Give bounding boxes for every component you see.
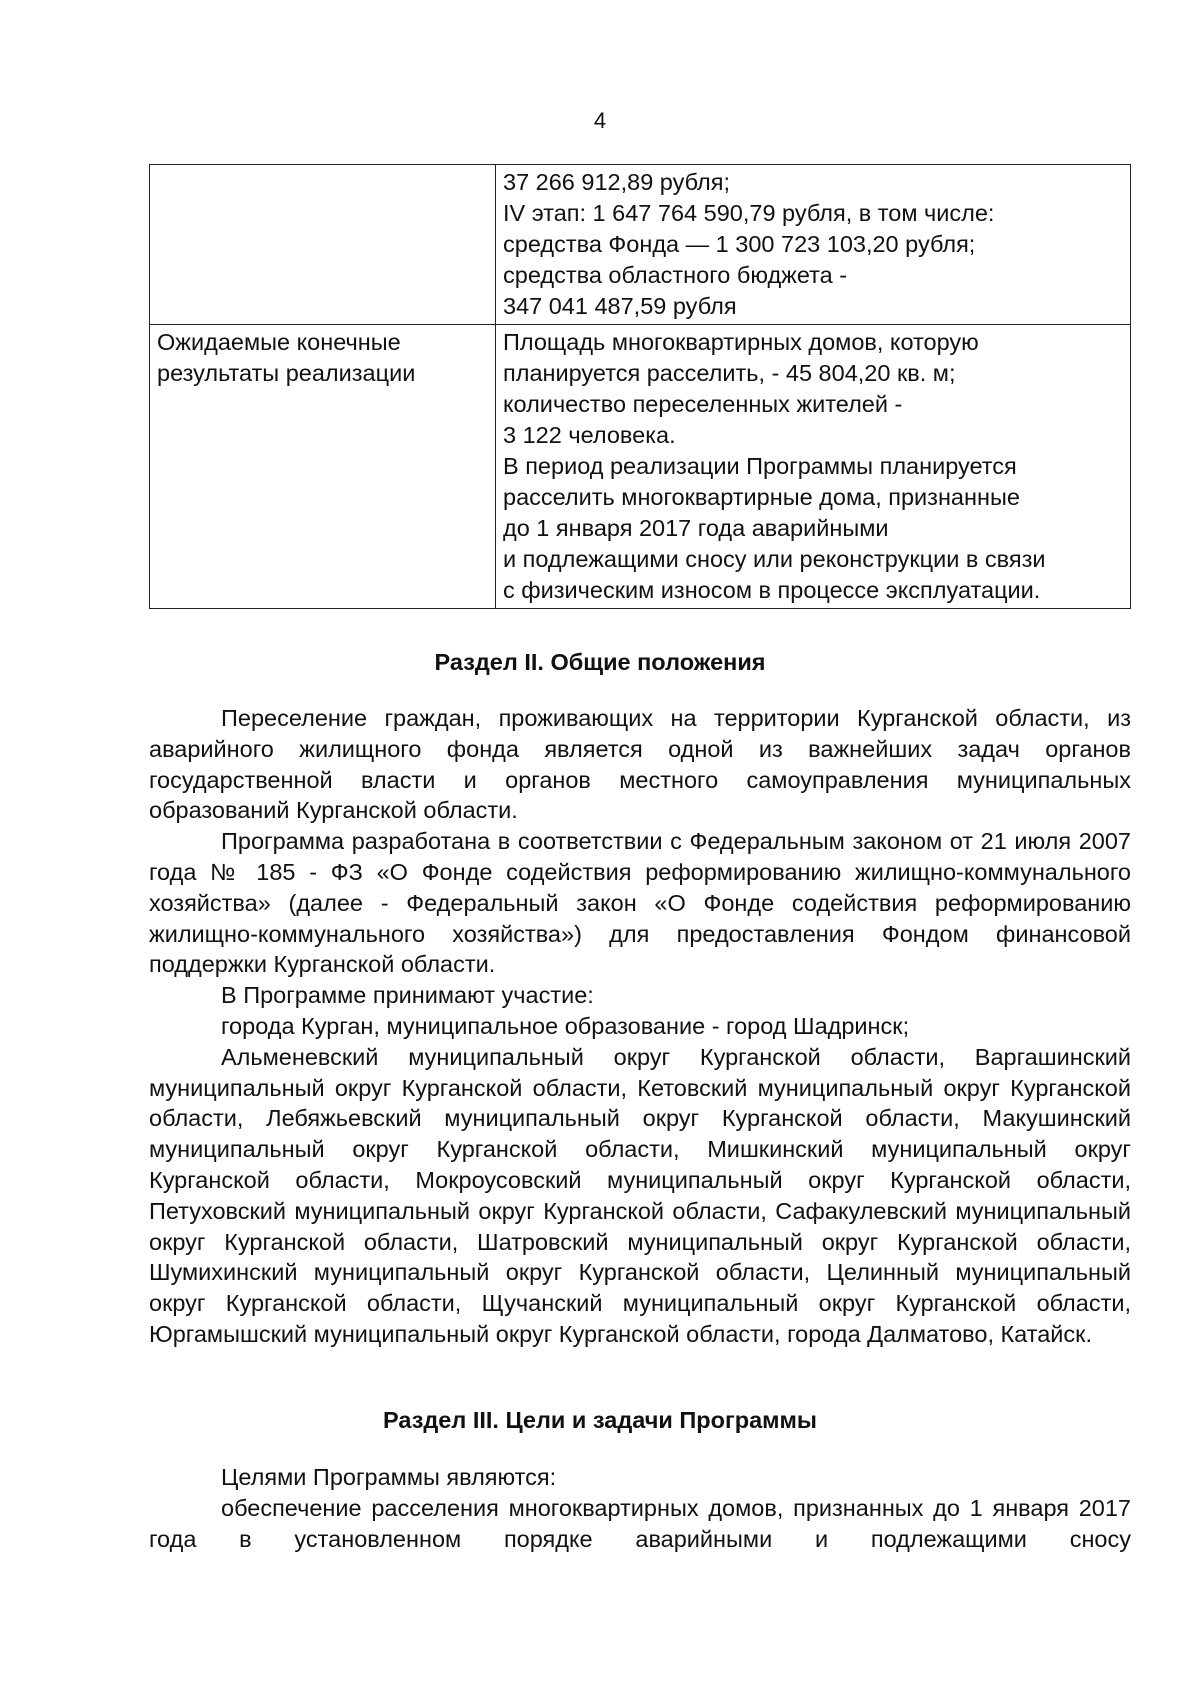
cell-line: до 1 января 2017 года аварийными bbox=[503, 515, 889, 541]
cell-line: средства областного бюджета - bbox=[503, 262, 848, 288]
section-2-text bbox=[149, 703, 1131, 1350]
paragraph: Программа разработана в соответствии с Федеральным законом от 21 июля 2007 года № 185 - ФЗ «О Фонде содействия реформированию жилищно-коммунального хозяйства» (далее - Федеральный закон «О Фонде содействия реформированию жилищно-коммунального хозяйства») для предоставления Фондом финансовой поддержки Курганской области. bbox=[149, 828, 1131, 978]
section-2-heading: Раздел II. Общие положения bbox=[434, 649, 766, 675]
cell-line: количество переселенных жителей - bbox=[503, 391, 903, 417]
table-row bbox=[150, 325, 1131, 609]
cell-line: планируется расселить, - 45 804,20 кв. м; bbox=[503, 360, 956, 386]
program-summary-table bbox=[149, 164, 1131, 609]
cell-line: 37 266 912,89 рубля; bbox=[503, 169, 731, 195]
cell-line: результаты реализации bbox=[157, 360, 416, 386]
cell-line: с физическим износом в процессе эксплуатации. bbox=[503, 577, 1041, 603]
cell-line: и подлежащими сносу или реконструкции в связи bbox=[503, 546, 1046, 572]
cell-line: IV этап: 1 647 764 590,79 рубля, в том числе: bbox=[503, 200, 995, 226]
paragraph: В Программе принимают участие: bbox=[221, 982, 594, 1009]
cell-line: Ожидаемые конечные bbox=[157, 329, 401, 355]
paragraph: Альменевский муниципальный округ Курганской области, Варгашинский муниципальный округ Курганской области, Кетовский муниципальный округ Курганской области, Лебяжьевский муниципальный округ Курганской области, Макушинский муниципальный округ Курганской области, Мишкинский муниципальный округ Курганской области, Мокроусовский муниципальный округ Курганской области, Петуховский муниципальный округ Курганской области, Сафакулевский муниципальный округ Курганской области, Шатровский муниципальный округ Курганской области, Шумихинский муниципальный округ Курганской области, Целинный муниципальный округ Курганской области, Щучанский муниципальный округ Курганской области, Юргамышский муниципальный округ Курганской области, города Далматово, Катайск. bbox=[149, 1043, 1131, 1347]
paragraph: Переселение граждан, проживающих на территории Курганской области, из аварийного жилищного фонда является одной из важнейших задач органов государственной власти и органов местного самоуправления муниципальных образований Курганской области. bbox=[149, 705, 1131, 824]
paragraph: Целями Программы являются: bbox=[221, 1464, 557, 1490]
cell-line: средства Фонда — 1 300 723 103,20 рубля; bbox=[503, 231, 976, 257]
value-cell bbox=[496, 165, 1131, 325]
paragraph: обеспечение расселения многоквартирных домов, признанных до 1 января 2017 года в установленном порядке аварийными и подлежащими сносу bbox=[149, 1494, 1131, 1552]
label-cell bbox=[150, 165, 496, 325]
paragraph: города Курган, муниципальное образование - город Шадринск; bbox=[221, 1012, 910, 1039]
cell-line: 3 122 человека. bbox=[503, 422, 676, 448]
table-row bbox=[150, 165, 1131, 325]
section-3-heading: Раздел III. Цели и задачи Программы bbox=[382, 1407, 817, 1433]
label-cell bbox=[150, 325, 496, 609]
cell-line: В период реализации Программы планируется bbox=[503, 453, 1017, 479]
page-number: 4 bbox=[593, 108, 607, 133]
cell-line: расселить многоквартирные дома, признанные bbox=[503, 484, 1020, 510]
cell-line: Площадь многоквартирных домов, которую bbox=[503, 329, 979, 355]
cell-line: 347 041 487,59 рубля bbox=[503, 293, 737, 319]
section-3-text bbox=[149, 1462, 1131, 1554]
value-cell bbox=[496, 325, 1131, 609]
table-body bbox=[150, 165, 1131, 609]
